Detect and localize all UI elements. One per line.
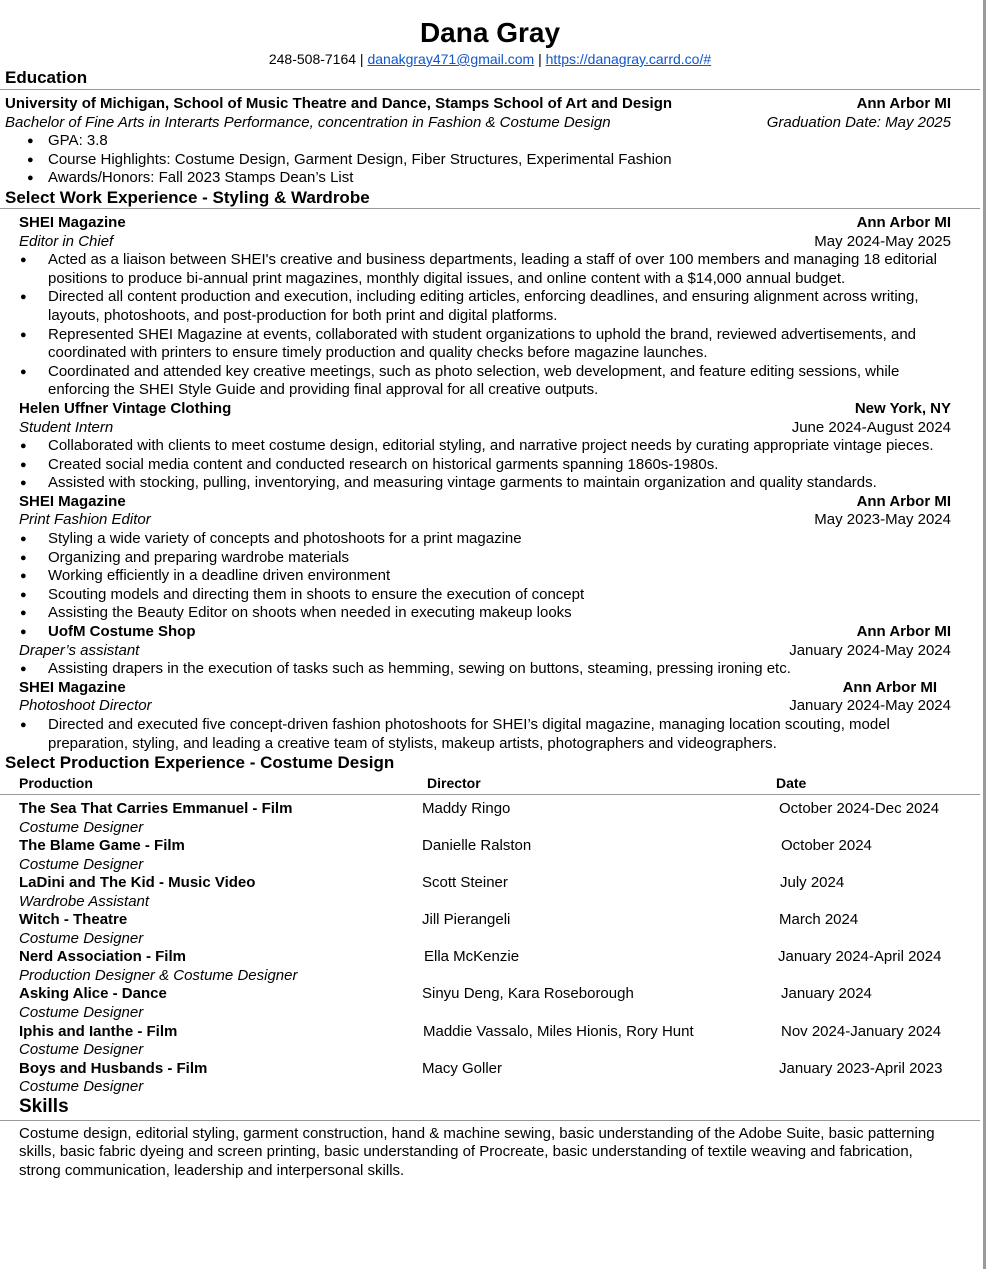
production-role: Wardrobe Assistant <box>19 892 150 910</box>
production-date: October 2024-Dec 2024 <box>779 800 940 818</box>
job-dates: May 2023-May 2024 <box>814 511 951 529</box>
table-row <box>0 948 980 985</box>
job-title: Draper’s assistant <box>19 641 140 659</box>
production-role: Costume Designer <box>19 1041 144 1059</box>
list-item: ● Assisting drapers in the execution of tasks such as hemming, sewing on buttons, steaming, pressing ironing etc. <box>0 660 980 679</box>
production-role: Costume Designer <box>19 1078 144 1096</box>
job-entry <box>0 679 980 753</box>
job-entry <box>0 623 980 679</box>
production-heading: Select Production Experience - Costume Design <box>5 753 395 773</box>
job-entry <box>0 400 980 493</box>
school-location: Ann Arbor MI <box>856 95 951 112</box>
job-dates: June 2024-August 2024 <box>791 418 951 436</box>
skills-text: Costume design, editorial styling, garment construction, hand & machine sewing, basic understanding of the Adobe Suite, basic patterning skills, basic fabric dyeing and screen printing, basic understanding of Procreate, basic understanding of textile weaving and fabrication, strong communication, leadership and interpersonal skills. <box>19 1124 935 1179</box>
job-dates: May 2024-May 2025 <box>814 232 951 250</box>
production-date: January 2024 <box>781 985 872 1003</box>
table-row <box>0 985 980 1023</box>
list-item: ● Created social media content and conducted research on historical garments spanning 1860s-1980s. <box>0 456 980 475</box>
job-title-row <box>0 511 980 530</box>
production-director: Maddy Ringo <box>422 800 511 818</box>
production-role: Costume Designer <box>19 1003 144 1021</box>
job-bullets <box>0 251 980 400</box>
production-title: Iphis and Ianthe - Film <box>19 1022 178 1040</box>
production-director: Scott Steiner <box>422 874 508 892</box>
list-item: ● Represented SHEI Magazine at events, collaborated with student organizations to uphold the brand, reviewed advertisements, and coordinated with printers to ensure timely production and quality checks before magazine launches. <box>0 326 980 363</box>
list-item: ● GPA: 3.8 <box>0 132 980 151</box>
job-header-row <box>0 493 980 512</box>
job-bullets <box>0 716 980 753</box>
table-row <box>0 837 980 874</box>
production-date: July 2024 <box>780 874 845 892</box>
list-item: ● Styling a wide variety of concepts and photoshoots for a print magazine <box>0 530 980 549</box>
production-date: October 2024 <box>781 837 872 855</box>
skills-heading: Skills <box>0 1097 980 1121</box>
phone-number: 248-508-7164 <box>268 51 357 67</box>
job-title-row <box>0 419 980 438</box>
job-title: Photoshoot Director <box>19 697 152 715</box>
list-item: ● Directed and executed five concept-driven fashion photoshoots for SHEI’s digital magazine, managing location scouting, model preparation, styling, and leading a creative team of stylists, makeup artists, photographers and videographers. <box>0 716 980 753</box>
graduation-date: Graduation Date: May 2025 <box>766 113 951 131</box>
list-item: ● Collaborated with clients to meet costume design, editorial styling, and narrative project needs by curating appropriate vintage pieces. <box>0 437 980 456</box>
job-bullets <box>0 437 980 493</box>
job-header-row <box>0 679 980 698</box>
job-bullets <box>0 660 980 679</box>
job-org: Helen Uffner Vintage Clothing <box>19 399 232 417</box>
email-link[interactable]: danakgray471@gmail.com <box>367 51 535 67</box>
list-item: ● Assisted with stocking, pulling, inventorying, and measuring vintage garments to maintain organization and quality standards. <box>0 474 980 493</box>
table-row <box>0 800 980 837</box>
production-title: Boys and Husbands - Film <box>19 1059 208 1077</box>
job-org: SHEI Magazine <box>19 678 126 696</box>
job-title: Editor in Chief <box>19 232 114 250</box>
column-header-production: Production <box>19 775 93 792</box>
degree: Bachelor of Fine Arts in Interarts Performance, concentration in Fashion & Costume Design <box>5 113 611 131</box>
production-title: The Blame Game - Film <box>19 837 185 855</box>
production-director: Danielle Ralston <box>422 837 532 855</box>
job-entry <box>0 493 980 623</box>
job-title: Print Fashion Editor <box>19 511 151 529</box>
production-date: January 2024-April 2024 <box>778 948 942 966</box>
table-row <box>0 911 980 948</box>
production-director: Ella McKenzie <box>424 948 520 966</box>
job-location: Ann Arbor MI <box>856 623 951 641</box>
production-role: Costume Designer <box>19 929 144 947</box>
job-location: New York, NY <box>854 399 951 417</box>
column-header-date: Date <box>776 775 807 792</box>
production-director: Maddie Vassalo, Miles Hionis, Rory Hunt <box>423 1022 694 1040</box>
production-title: Asking Alice - Dance <box>19 985 167 1003</box>
list-item: ● Directed all content production and execution, including editing articles, enforcing deadlines, and ensuring alignment across writing, layouts, photoshoots, and post-production for both print and digital platforms. <box>0 288 980 325</box>
column-header-director: Director <box>427 775 481 792</box>
job-title-row <box>0 233 980 252</box>
production-role: Production Designer & Costume Designer <box>19 966 298 984</box>
table-row <box>0 874 980 911</box>
job-location: Ann Arbor MI <box>856 213 951 231</box>
education-school-row <box>0 95 980 114</box>
list-item: ● Working efficiently in a deadline driven environment <box>0 567 980 586</box>
list-item: ● Organizing and preparing wardrobe materials <box>0 549 980 568</box>
education-heading: Education <box>5 68 88 87</box>
job-org: UofM Costume Shop <box>48 623 196 641</box>
job-location: Ann Arbor MI <box>842 678 937 696</box>
list-item: ● Course Highlights: Costume Design, Garment Design, Fiber Structures, Experimental Fashion <box>0 151 980 170</box>
job-bullets <box>0 530 980 623</box>
production-table-header <box>0 773 980 795</box>
school-name: University of Michigan, School of Music Theatre and Dance, Stamps School of Art and Design <box>5 95 673 112</box>
production-role: Costume Designer <box>19 855 144 873</box>
education-bullets <box>0 132 980 188</box>
list-item: ● Acted as a liaison between SHEI's creative and business departments, leading a staff of over 100 members and managing 18 editorial positions to produce bi-annual print magazines, monthly digital issues, and online content with a $14,000 annual budget. <box>0 251 980 288</box>
job-title: Student Intern <box>19 418 114 436</box>
production-date: January 2023-April 2023 <box>779 1059 943 1077</box>
bullet-icon: ● <box>20 626 27 639</box>
table-row <box>0 1023 980 1060</box>
job-header-row <box>0 214 980 233</box>
production-title: The Sea That Carries Emmanuel - Film <box>19 800 293 818</box>
website-link[interactable]: https://danagray.carrd.co/# <box>545 51 712 67</box>
production-date: Nov 2024-January 2024 <box>781 1022 942 1040</box>
list-item: ● Scouting models and directing them in shoots to ensure the execution of concept <box>0 586 980 605</box>
job-org: SHEI Magazine <box>19 213 126 231</box>
resume-name: Dana Gray <box>419 17 561 48</box>
page-edge-line <box>983 0 986 1269</box>
production-director: Sinyu Deng, Kara Roseborough <box>422 985 634 1003</box>
contact-separator: | <box>534 51 546 67</box>
job-header-row <box>0 623 980 642</box>
production-director: Macy Goller <box>422 1059 503 1077</box>
education-degree-row <box>0 114 980 133</box>
list-item: ● Awards/Honors: Fall 2023 Stamps Dean’s List <box>0 169 980 188</box>
job-dates: January 2024-May 2024 <box>789 641 951 659</box>
production-title: Nerd Association - Film <box>19 948 186 966</box>
job-org: SHEI Magazine <box>19 492 126 510</box>
production-title: LaDini and The Kid - Music Video <box>19 874 256 892</box>
section-divider <box>0 89 980 90</box>
table-row <box>0 1060 980 1097</box>
production-director: Jill Pierangeli <box>422 911 511 929</box>
job-title-row <box>0 697 980 716</box>
contact-line <box>0 50 980 68</box>
job-title-row <box>0 642 980 661</box>
job-header-row <box>0 400 980 419</box>
job-dates: January 2024-May 2024 <box>789 697 951 715</box>
contact-separator: | <box>356 51 368 67</box>
production-title: Witch - Theatre <box>19 911 128 929</box>
job-location: Ann Arbor MI <box>856 492 951 510</box>
job-entry <box>0 214 980 400</box>
production-date: March 2024 <box>779 911 859 929</box>
work-heading: Select Work Experience - Styling & Wardrobe <box>0 188 980 209</box>
production-role: Costume Designer <box>19 818 144 836</box>
list-item: ● Assisting the Beauty Editor on shoots when needed in executing makeup looks <box>0 604 980 623</box>
list-item: ● Coordinated and attended key creative meetings, such as photo selection, web development, and feature editing sessions, while enforcing the SHEI Style Guide and providing final approval for all creative outputs. <box>0 363 980 400</box>
